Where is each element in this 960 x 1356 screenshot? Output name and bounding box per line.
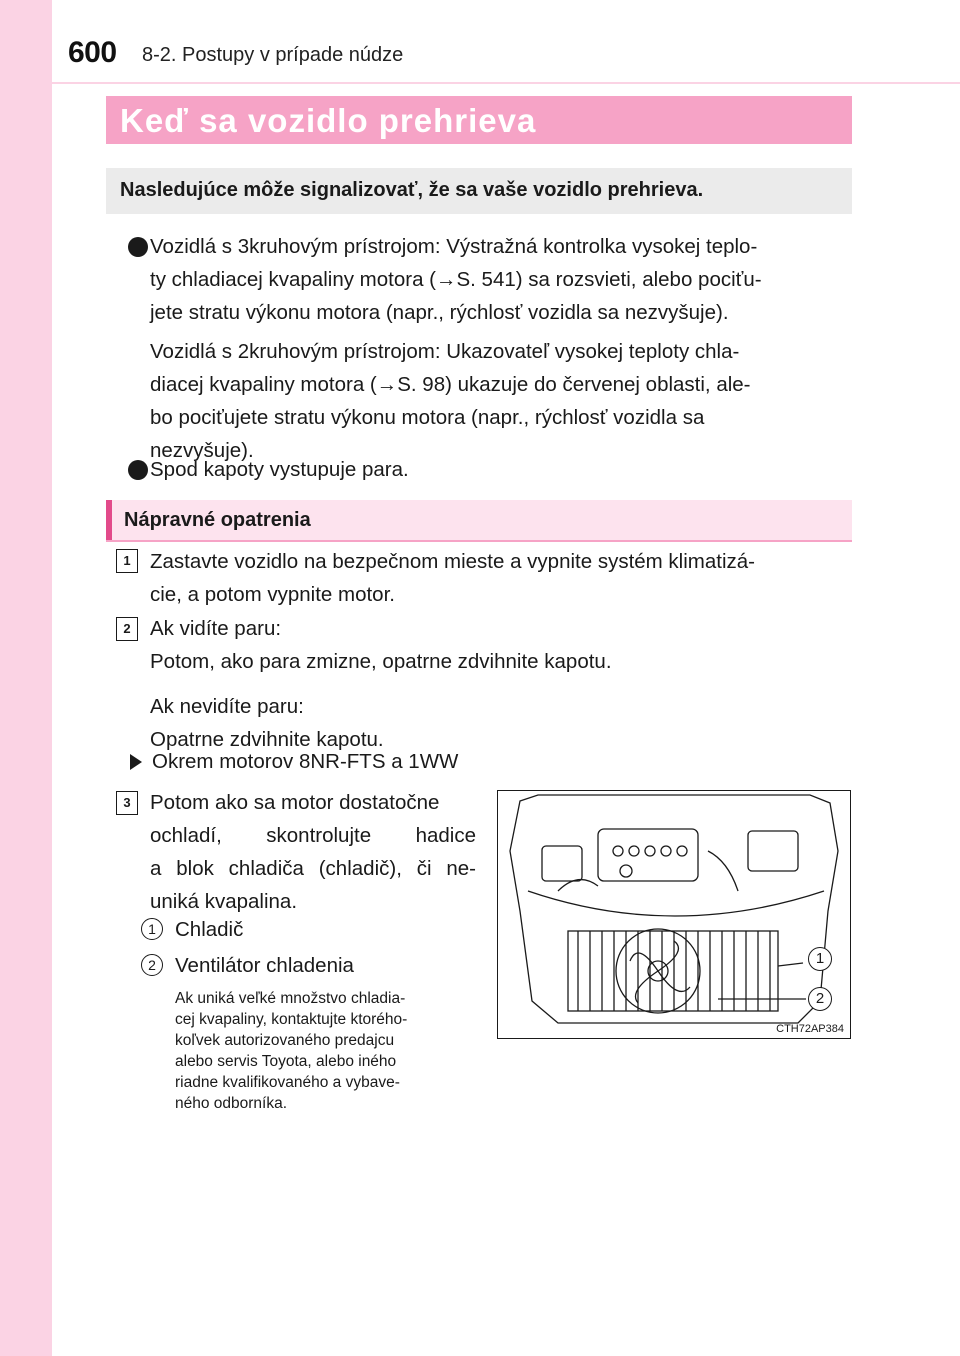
step-number-box: 1 bbox=[116, 549, 138, 573]
text-line: ného odborníka. bbox=[175, 1095, 288, 1112]
text-line: jete stratu výkonu motora (napr., rýchlosť vozidla sa nezvyšuje). bbox=[150, 301, 729, 324]
text-line: Spod kapoty vystupuje para. bbox=[150, 458, 409, 481]
text-line: Vozidlá s 3kruhovým prístrojom: Výstražná kontrolka vysokej teplo- bbox=[150, 235, 758, 258]
text-line: a blok chladiča (chladič), či ne- bbox=[150, 857, 476, 880]
engine-bay-drawing bbox=[498, 791, 850, 1038]
text-line: Zastavte vozidlo na bezpečnom mieste a vypnite systém klimatizá- bbox=[150, 550, 756, 573]
text-line: ty chladiacej kvapaliny motora (→S. 541) sa rozsvieti, alebo pociťu- bbox=[150, 268, 762, 291]
text-line: nezvyšuje). bbox=[150, 439, 254, 462]
text-line: Potom ako sa motor dostatočne bbox=[150, 791, 440, 814]
chapter-heading: 8-2. Postupy v prípade núdze bbox=[142, 44, 404, 66]
text-line: koľvek autorizovaného predajcu bbox=[175, 1032, 395, 1049]
text-line: Ak uniká veľké množstvo chladia- bbox=[175, 990, 406, 1007]
text-line: bo pociťujete stratu výkonu motora (napr., rýchlosť vozidla sa bbox=[150, 406, 705, 429]
legend-number-1: 1 bbox=[141, 918, 163, 940]
legend-label: Chladič bbox=[175, 918, 244, 941]
step-text bbox=[150, 545, 852, 611]
page-title: Keď sa vozidlo prehrieva bbox=[120, 102, 537, 139]
callout-1: 1 bbox=[808, 947, 832, 971]
text-line: cej kvapaliny, kontaktujte ktorého- bbox=[175, 1011, 408, 1028]
sign-paragraph bbox=[150, 230, 852, 467]
page-number: 600 bbox=[68, 36, 117, 69]
section-stripe bbox=[106, 500, 112, 540]
text-line: Ak vidíte paru: bbox=[150, 617, 282, 640]
intro-box bbox=[106, 168, 852, 214]
side-color-bar bbox=[0, 0, 52, 1356]
step-text bbox=[150, 786, 476, 918]
legend-label: Ventilátor chladenia bbox=[175, 954, 354, 977]
section-title: Nápravné opatrenia bbox=[124, 509, 311, 531]
text-line: Opatrne zdvihnite kapotu. bbox=[150, 728, 384, 751]
step-number-box: 3 bbox=[116, 791, 138, 815]
intro-text: Nasledujúce môže signalizovať, že sa vaše vozidlo prehrieva. bbox=[120, 179, 704, 201]
text-line: Ak nevidíte paru: bbox=[150, 695, 304, 718]
legend-number-2: 2 bbox=[141, 954, 163, 976]
header-rule bbox=[52, 82, 960, 84]
step-text bbox=[150, 612, 852, 756]
text-line: uniká kvapalina. bbox=[150, 890, 298, 913]
text-line: cie, a potom vypnite motor. bbox=[150, 583, 395, 606]
step-number-box: 2 bbox=[116, 617, 138, 641]
callout-2: 2 bbox=[808, 987, 832, 1011]
triangle-marker-icon bbox=[130, 754, 142, 770]
text-line: alebo servis Toyota, alebo iného bbox=[175, 1053, 397, 1070]
bullet-icon bbox=[128, 237, 148, 257]
bullet-icon bbox=[128, 460, 148, 480]
title-banner bbox=[106, 96, 852, 144]
text-line: riadne kvalifikovaného a vybave- bbox=[175, 1074, 400, 1091]
text-line: Vozidlá s 2kruhovým prístrojom: Ukazovateľ vysokej teploty chla- bbox=[150, 340, 740, 363]
text-line: diacej kvapaliny motora (→S. 98) ukazuje do červenej oblasti, ale- bbox=[150, 373, 751, 396]
figure-code: CTH72AP384 bbox=[776, 1023, 844, 1035]
warning-note bbox=[175, 988, 491, 1114]
sub-condition: Okrem motorov 8NR-FTS a 1WW bbox=[152, 750, 459, 773]
engine-bay-illustration bbox=[497, 790, 851, 1039]
text-line: Potom, ako para zmizne, opatrne zdvihnite kapotu. bbox=[150, 650, 612, 673]
text-line: ochladí, skontrolujte hadice bbox=[150, 824, 476, 847]
section-heading bbox=[106, 500, 852, 542]
sign-paragraph bbox=[150, 453, 852, 486]
